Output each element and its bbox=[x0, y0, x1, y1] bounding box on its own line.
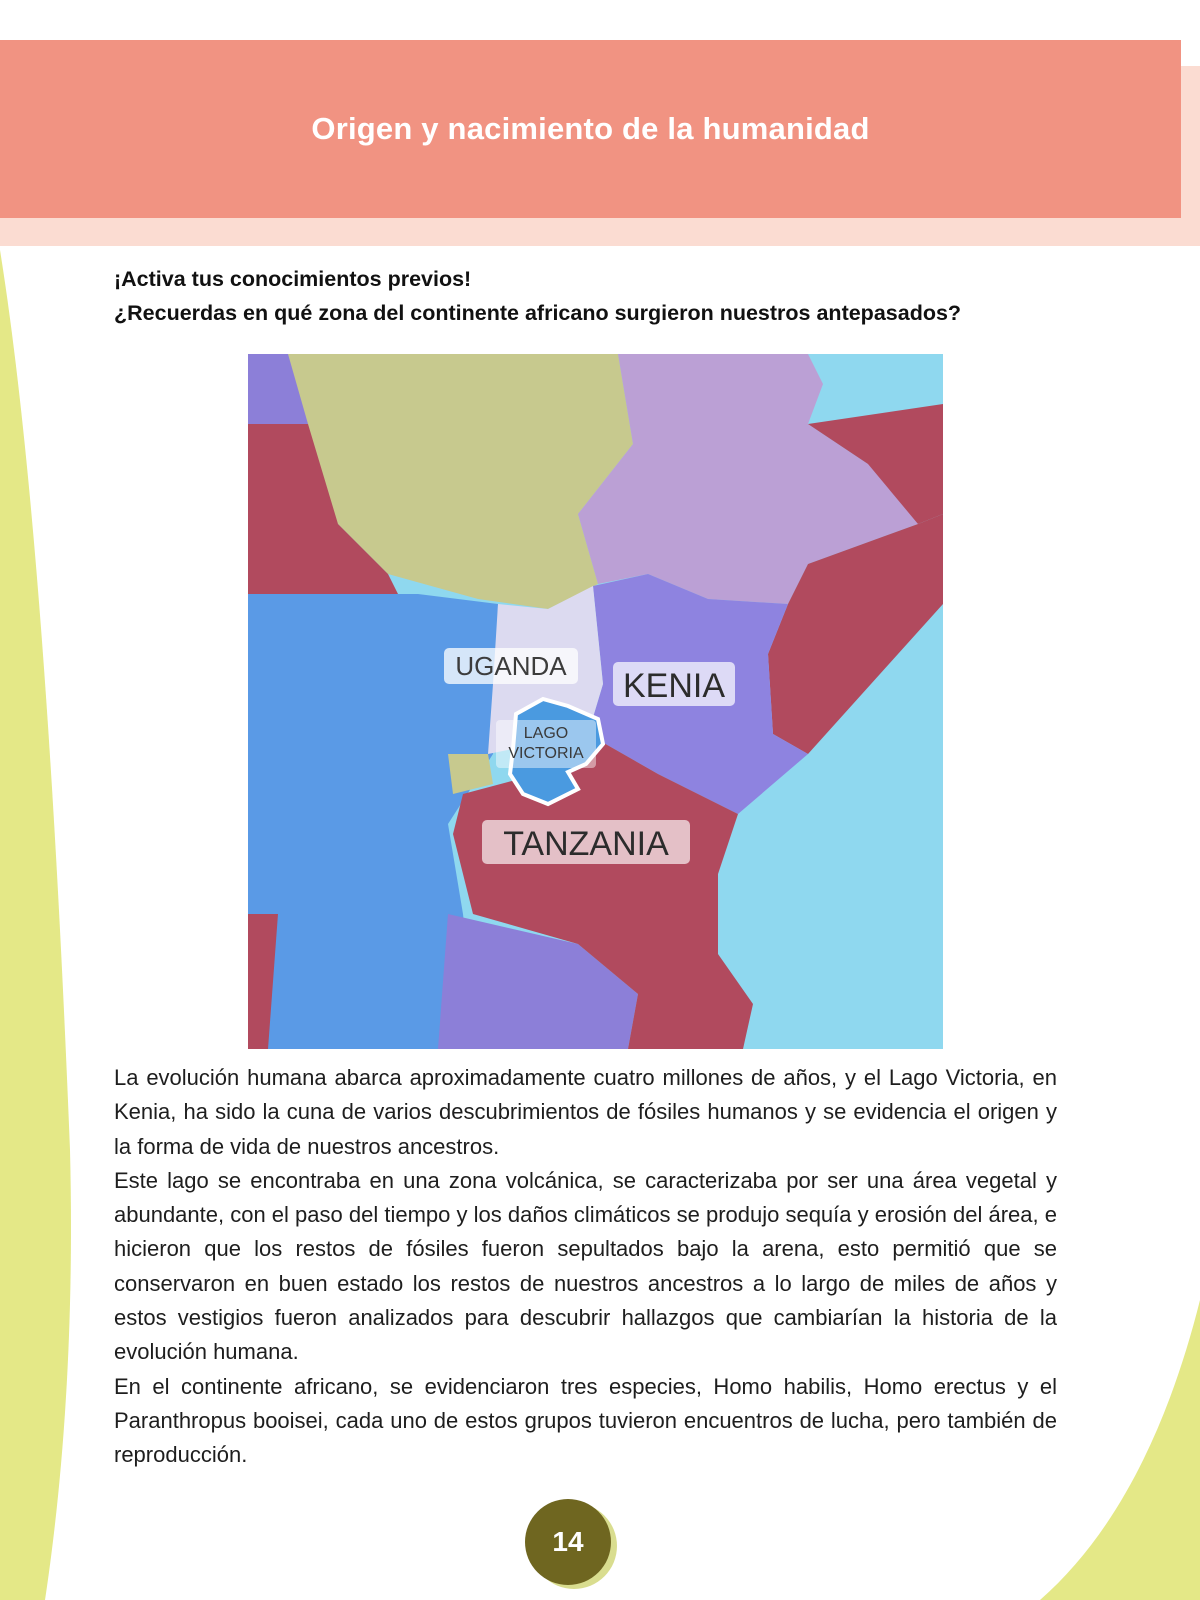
page-number: 14 bbox=[525, 1499, 611, 1585]
kenia-label: KENIA bbox=[622, 667, 726, 705]
prompt-heading: ¡Activa tus conocimientos previos! bbox=[114, 267, 472, 291]
prompt-section bbox=[114, 262, 1074, 330]
lago-label-line2: VICTORIA bbox=[508, 745, 584, 762]
page-number-badge bbox=[521, 1497, 621, 1591]
paragraph: En el continente africano, se evidenciaron tres especies, Homo habilis, Homo erectus y el Paranthropus booisei, cada uno de estos grupos tuvieron encuentros de lucha, pero también de reproducción. bbox=[114, 1373, 1057, 1468]
body-text bbox=[114, 1061, 1057, 1473]
page-title: Origen y nacimiento de la humanidad bbox=[311, 111, 870, 146]
tanzania-label: TANZANIA bbox=[503, 825, 669, 863]
east-africa-map bbox=[248, 354, 943, 1049]
paragraph: Este lago se encontraba en una zona volcánica, se caracterizaba por ser una área vegetal y abundante, con el paso del tiempo y los daños climáticos se produjo sequía y erosión del área, e hicieron que los restos de fósiles fueron sepultados bajo la arena, esto permitió que se conservaron en buen estado los restos de nuestros ancestros a lo largo de miles de años y estos vestigios fueron analizados para descubrir hallazgos que cambiarían la historia de la evolución humana. bbox=[114, 1167, 1057, 1365]
lago-label-line1: LAGO bbox=[523, 725, 569, 742]
uganda-label: UGANDA bbox=[455, 651, 567, 681]
paragraph: La evolución humana abarca aproximadamente cuatro millones de años, y el Lago Victoria, en Kenia, ha sido la cuna de varios descubrimientos de fósiles humanos y se evidencia el origen y la forma de vida de nuestros ancestros. bbox=[114, 1065, 1057, 1159]
header-band bbox=[0, 40, 1181, 218]
prompt-question: ¿Recuerdas en qué zona del continente africano surgieron nuestros antepasados? bbox=[114, 301, 962, 325]
